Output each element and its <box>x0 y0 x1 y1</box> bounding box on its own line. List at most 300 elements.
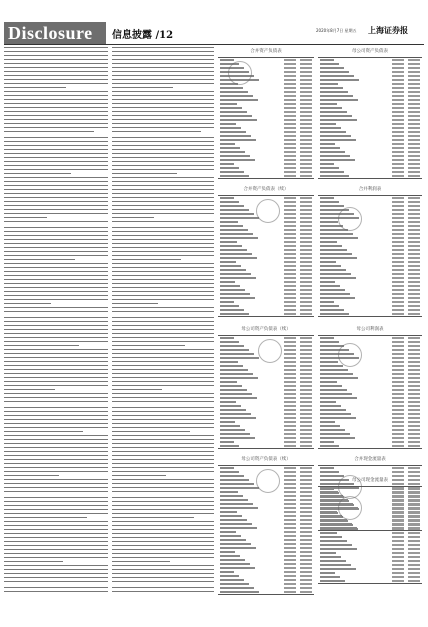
table-cell <box>392 241 404 243</box>
table-cell <box>408 253 420 255</box>
table-cell <box>300 237 312 239</box>
table-cell <box>392 171 404 173</box>
text-line <box>112 333 214 336</box>
table-cell <box>392 245 404 247</box>
table-cell <box>220 309 244 311</box>
company-seal-icon <box>228 61 252 85</box>
table-cell <box>408 437 420 439</box>
table-cell <box>284 389 296 391</box>
table-cell <box>392 119 404 121</box>
text-line <box>112 95 214 98</box>
table-cell <box>284 63 296 65</box>
table-cell <box>300 281 312 283</box>
table-cell <box>320 135 351 137</box>
table-cell <box>220 107 242 109</box>
text-line <box>4 217 47 220</box>
brand-logo: Disclosure <box>4 22 106 44</box>
table-cell <box>220 305 239 307</box>
table-cell <box>300 313 312 315</box>
table-cell <box>300 205 312 207</box>
table-cell <box>392 405 404 407</box>
text-line <box>112 231 214 234</box>
financial-tables-column-a <box>218 47 314 607</box>
table-cell <box>284 479 296 481</box>
text-line <box>4 67 108 70</box>
table-cell <box>408 401 420 403</box>
text-line <box>112 51 214 54</box>
table-cell <box>300 515 312 517</box>
table-title: 合并利润表 <box>358 187 382 192</box>
table-cell <box>408 285 420 287</box>
table-cell <box>392 572 404 574</box>
text-line <box>112 587 214 590</box>
table-cell <box>392 131 404 133</box>
table-cell <box>220 445 239 447</box>
text-line <box>4 325 108 328</box>
table-cell <box>408 107 420 109</box>
table-cell <box>220 563 250 565</box>
table-cell <box>300 241 312 243</box>
table-cell <box>392 413 404 415</box>
table-cell <box>300 437 312 439</box>
table-cell <box>320 580 345 582</box>
table-cell <box>220 503 253 505</box>
table-cell <box>220 559 245 561</box>
table-cell <box>300 393 312 395</box>
issue-date: 2020年8月7日 星期五 <box>316 28 357 33</box>
table-cell <box>392 568 404 570</box>
table-cell <box>320 548 357 550</box>
table-cell <box>320 405 341 407</box>
text-line <box>112 487 214 490</box>
text-line <box>112 447 214 450</box>
table-cell <box>300 143 312 145</box>
table-cell <box>392 409 404 411</box>
table-cell <box>220 471 239 473</box>
table-cell <box>220 341 239 343</box>
table-cell <box>392 488 404 490</box>
text-line <box>4 581 108 584</box>
table-cell <box>220 433 250 435</box>
table-cell <box>284 467 296 469</box>
text-line <box>4 553 108 556</box>
table-cell <box>284 205 296 207</box>
table-cell <box>300 511 312 513</box>
text-line <box>112 569 214 572</box>
table-cell <box>284 563 296 565</box>
table-row <box>218 444 314 448</box>
table-cell <box>320 237 358 239</box>
table-cell <box>320 63 339 65</box>
table-cell <box>408 357 420 359</box>
table-cell <box>392 437 404 439</box>
table-cell <box>408 512 420 514</box>
table-cell <box>408 580 420 582</box>
text-line <box>112 205 214 208</box>
table-cell <box>300 107 312 109</box>
table-cell <box>284 119 296 121</box>
table-cell <box>392 389 404 391</box>
table-cell <box>408 528 420 530</box>
table-cell <box>320 155 350 157</box>
table-cell <box>408 99 420 101</box>
table-cell <box>408 115 420 117</box>
table-cell <box>408 293 420 295</box>
table-row <box>318 312 422 316</box>
table-cell <box>408 536 420 538</box>
table-cell <box>408 385 420 387</box>
table-cell <box>408 87 420 89</box>
table-cell <box>284 281 296 283</box>
table-cell <box>300 197 312 199</box>
table-cell <box>300 63 312 65</box>
table-cell <box>392 281 404 283</box>
table-cell <box>284 495 296 497</box>
text-line <box>4 471 108 474</box>
text-line <box>4 107 108 110</box>
table-block <box>318 325 422 449</box>
table-cell <box>320 159 355 161</box>
table-cell <box>320 492 339 494</box>
text-line <box>4 119 108 122</box>
table-cell <box>392 349 404 351</box>
table-cell <box>220 127 241 129</box>
table-cell <box>220 567 255 569</box>
text-line <box>4 181 108 184</box>
table-cell <box>300 471 312 473</box>
table-cell <box>320 381 337 383</box>
table-cell <box>392 217 404 219</box>
table-cell <box>320 365 343 367</box>
table-cell <box>392 297 404 299</box>
table-cell <box>300 289 312 291</box>
table-cell <box>392 103 404 105</box>
table-cell <box>284 519 296 521</box>
text-line <box>4 333 108 336</box>
table-cell <box>220 217 259 219</box>
table-cell <box>392 83 404 85</box>
table-cell <box>284 337 296 339</box>
table-cell <box>300 381 312 383</box>
table-cell <box>300 305 312 307</box>
text-line <box>112 491 214 494</box>
text-line <box>112 213 214 216</box>
table-cell <box>284 139 296 141</box>
table-cell <box>284 429 296 431</box>
table-cell <box>300 337 312 339</box>
text-line <box>112 329 214 332</box>
table-row <box>218 312 314 316</box>
table-cell <box>284 527 296 529</box>
text-line <box>112 153 214 156</box>
table-cell <box>300 119 312 121</box>
table-cell <box>300 491 312 493</box>
table-cell <box>392 425 404 427</box>
text-line <box>4 279 108 282</box>
text-line <box>4 197 108 200</box>
table-cell <box>220 523 252 525</box>
table-cell <box>220 467 234 469</box>
text-line <box>112 407 214 410</box>
table-cell <box>392 496 404 498</box>
text-line <box>4 419 108 422</box>
table-cell <box>300 301 312 303</box>
table-cell <box>300 201 312 203</box>
table-cell <box>220 273 251 275</box>
table-cell <box>220 361 238 363</box>
table-cell <box>392 265 404 267</box>
table-cell <box>392 576 404 578</box>
table-cell <box>392 111 404 113</box>
table-cell <box>220 571 234 573</box>
table-cell <box>220 135 251 137</box>
table-cell <box>300 591 312 593</box>
table-cell <box>284 115 296 117</box>
text-line <box>4 545 108 548</box>
table-cell <box>220 551 235 553</box>
text-line <box>4 283 108 286</box>
text-line <box>4 141 108 144</box>
table-cell <box>284 111 296 113</box>
text-line <box>112 259 181 262</box>
text-line <box>112 475 166 478</box>
table-cell <box>320 253 352 255</box>
table-cell <box>392 229 404 231</box>
table-cell <box>284 587 296 589</box>
table-cell <box>220 519 247 521</box>
table-cell <box>408 127 420 129</box>
table-cell <box>220 289 245 291</box>
table-cell <box>300 135 312 137</box>
text-line <box>112 311 214 314</box>
table-cell <box>320 377 358 379</box>
table-cell <box>284 567 296 569</box>
table-cell <box>408 277 420 279</box>
table-cell <box>320 552 336 554</box>
table-cell <box>300 71 312 73</box>
table-cell <box>300 535 312 537</box>
table-cell <box>220 111 247 113</box>
table-cell <box>284 441 296 443</box>
text-line <box>112 67 214 70</box>
table-cell <box>320 167 339 169</box>
table-cell <box>284 539 296 541</box>
table-cell <box>392 285 404 287</box>
text-line <box>4 271 108 274</box>
table-cell <box>320 429 345 431</box>
table-cell <box>220 139 256 141</box>
table-cell <box>408 373 420 375</box>
table-cell <box>284 381 296 383</box>
table-cell <box>220 175 249 177</box>
table-cell <box>300 229 312 231</box>
text-line <box>112 463 214 466</box>
text-line <box>112 357 214 360</box>
text-line <box>112 541 214 544</box>
text-line <box>4 369 108 372</box>
text-line <box>4 173 71 176</box>
text-line <box>112 353 214 356</box>
text-line <box>112 471 214 474</box>
table-cell <box>320 524 353 526</box>
text-line <box>112 537 214 540</box>
table-cell <box>284 297 296 299</box>
text-line <box>112 79 214 82</box>
text-line <box>112 111 214 114</box>
table-cell <box>284 163 296 165</box>
table-cell <box>408 197 420 199</box>
table-cell <box>284 385 296 387</box>
table-cell <box>220 91 248 93</box>
text-line <box>4 103 108 106</box>
table-cell <box>284 167 296 169</box>
table-cell <box>284 99 296 101</box>
table-cell <box>300 519 312 521</box>
table-row <box>218 590 314 594</box>
table-cell <box>220 281 235 283</box>
table-cell <box>320 171 344 173</box>
text-line <box>112 115 214 118</box>
table-cell <box>408 245 420 247</box>
table-cell <box>284 591 296 593</box>
table-cell <box>392 123 404 125</box>
article-column-1 <box>4 47 108 595</box>
table-cell <box>220 143 235 145</box>
table-title: 母公司资产负债表（续） <box>241 327 291 332</box>
table-cell <box>392 429 404 431</box>
table-cell <box>408 349 420 351</box>
table-cell <box>284 293 296 295</box>
table-cell <box>300 483 312 485</box>
text-line <box>112 71 214 74</box>
table-cell <box>320 467 334 469</box>
table-cell <box>284 417 296 419</box>
text-line <box>112 591 214 594</box>
text-line <box>4 193 108 196</box>
table-cell <box>392 91 404 93</box>
table-cell <box>320 277 356 279</box>
table-cell <box>300 507 312 509</box>
table-cell <box>392 357 404 359</box>
table-cell <box>408 143 420 145</box>
text-line <box>4 99 108 102</box>
table-cell <box>320 293 350 295</box>
table-cell <box>300 167 312 169</box>
text-line <box>4 361 108 364</box>
text-line <box>112 119 214 122</box>
table-cell <box>320 313 349 315</box>
text-line <box>112 161 214 164</box>
text-line <box>4 169 108 172</box>
table-cell <box>220 527 257 529</box>
table-cell <box>320 59 334 61</box>
table-cell <box>392 233 404 235</box>
table-title: 母公司利润表 <box>356 327 384 332</box>
table-cell <box>392 139 404 141</box>
table-cell <box>220 499 248 501</box>
table-cell <box>408 59 420 61</box>
table-cell <box>408 163 420 165</box>
text-line <box>112 349 214 352</box>
table-cell <box>220 475 244 477</box>
table-cell <box>392 135 404 137</box>
text-line <box>4 91 108 94</box>
text-line <box>112 157 214 160</box>
table-cell <box>220 491 238 493</box>
table-cell <box>284 345 296 347</box>
text-line <box>112 459 214 462</box>
table-cell <box>392 393 404 395</box>
text-line <box>4 165 108 168</box>
table-cell <box>392 540 404 542</box>
text-line <box>112 227 214 230</box>
table-cell <box>300 563 312 565</box>
table-cell <box>220 233 253 235</box>
text-line <box>4 577 108 580</box>
table-cell <box>284 397 296 399</box>
table-cell <box>320 560 346 562</box>
text-line <box>4 321 108 324</box>
table-cell <box>392 253 404 255</box>
text-line <box>112 181 214 184</box>
table-cell <box>220 397 257 399</box>
table-cell <box>320 103 337 105</box>
table-cell <box>320 131 346 133</box>
table-cell <box>408 213 420 215</box>
text-line <box>4 239 108 242</box>
text-line <box>112 483 214 486</box>
text-line <box>112 369 214 372</box>
text-line <box>4 295 108 298</box>
table-cell <box>220 381 237 383</box>
table-cell <box>284 95 296 97</box>
table-cell <box>300 209 312 211</box>
table-cell <box>320 445 339 447</box>
text-line <box>4 337 108 340</box>
table-cell <box>300 163 312 165</box>
table-cell <box>300 99 312 101</box>
table-cell <box>220 539 246 541</box>
table-cell <box>300 523 312 525</box>
table-cell <box>320 83 338 85</box>
table-cell <box>284 221 296 223</box>
table-cell <box>320 119 357 121</box>
text-line <box>112 341 214 344</box>
text-line <box>112 467 214 470</box>
table-cell <box>392 508 404 510</box>
text-line <box>112 271 214 274</box>
table-cell <box>320 87 343 89</box>
text-line <box>4 115 108 118</box>
table-cell <box>284 123 296 125</box>
text-line <box>4 185 108 188</box>
table-cell <box>320 564 351 566</box>
table-cell <box>284 393 296 395</box>
text-line <box>4 47 108 50</box>
table-cell <box>300 221 312 223</box>
table-cell <box>220 257 257 259</box>
table-cell <box>408 576 420 578</box>
text-line <box>4 561 63 564</box>
table-cell <box>408 159 420 161</box>
text-line <box>4 517 87 520</box>
table-cell <box>392 221 404 223</box>
table-cell <box>220 531 236 533</box>
table-cell <box>392 492 404 494</box>
table-cell <box>320 91 348 93</box>
table-cell <box>284 209 296 211</box>
table-cell <box>300 575 312 577</box>
